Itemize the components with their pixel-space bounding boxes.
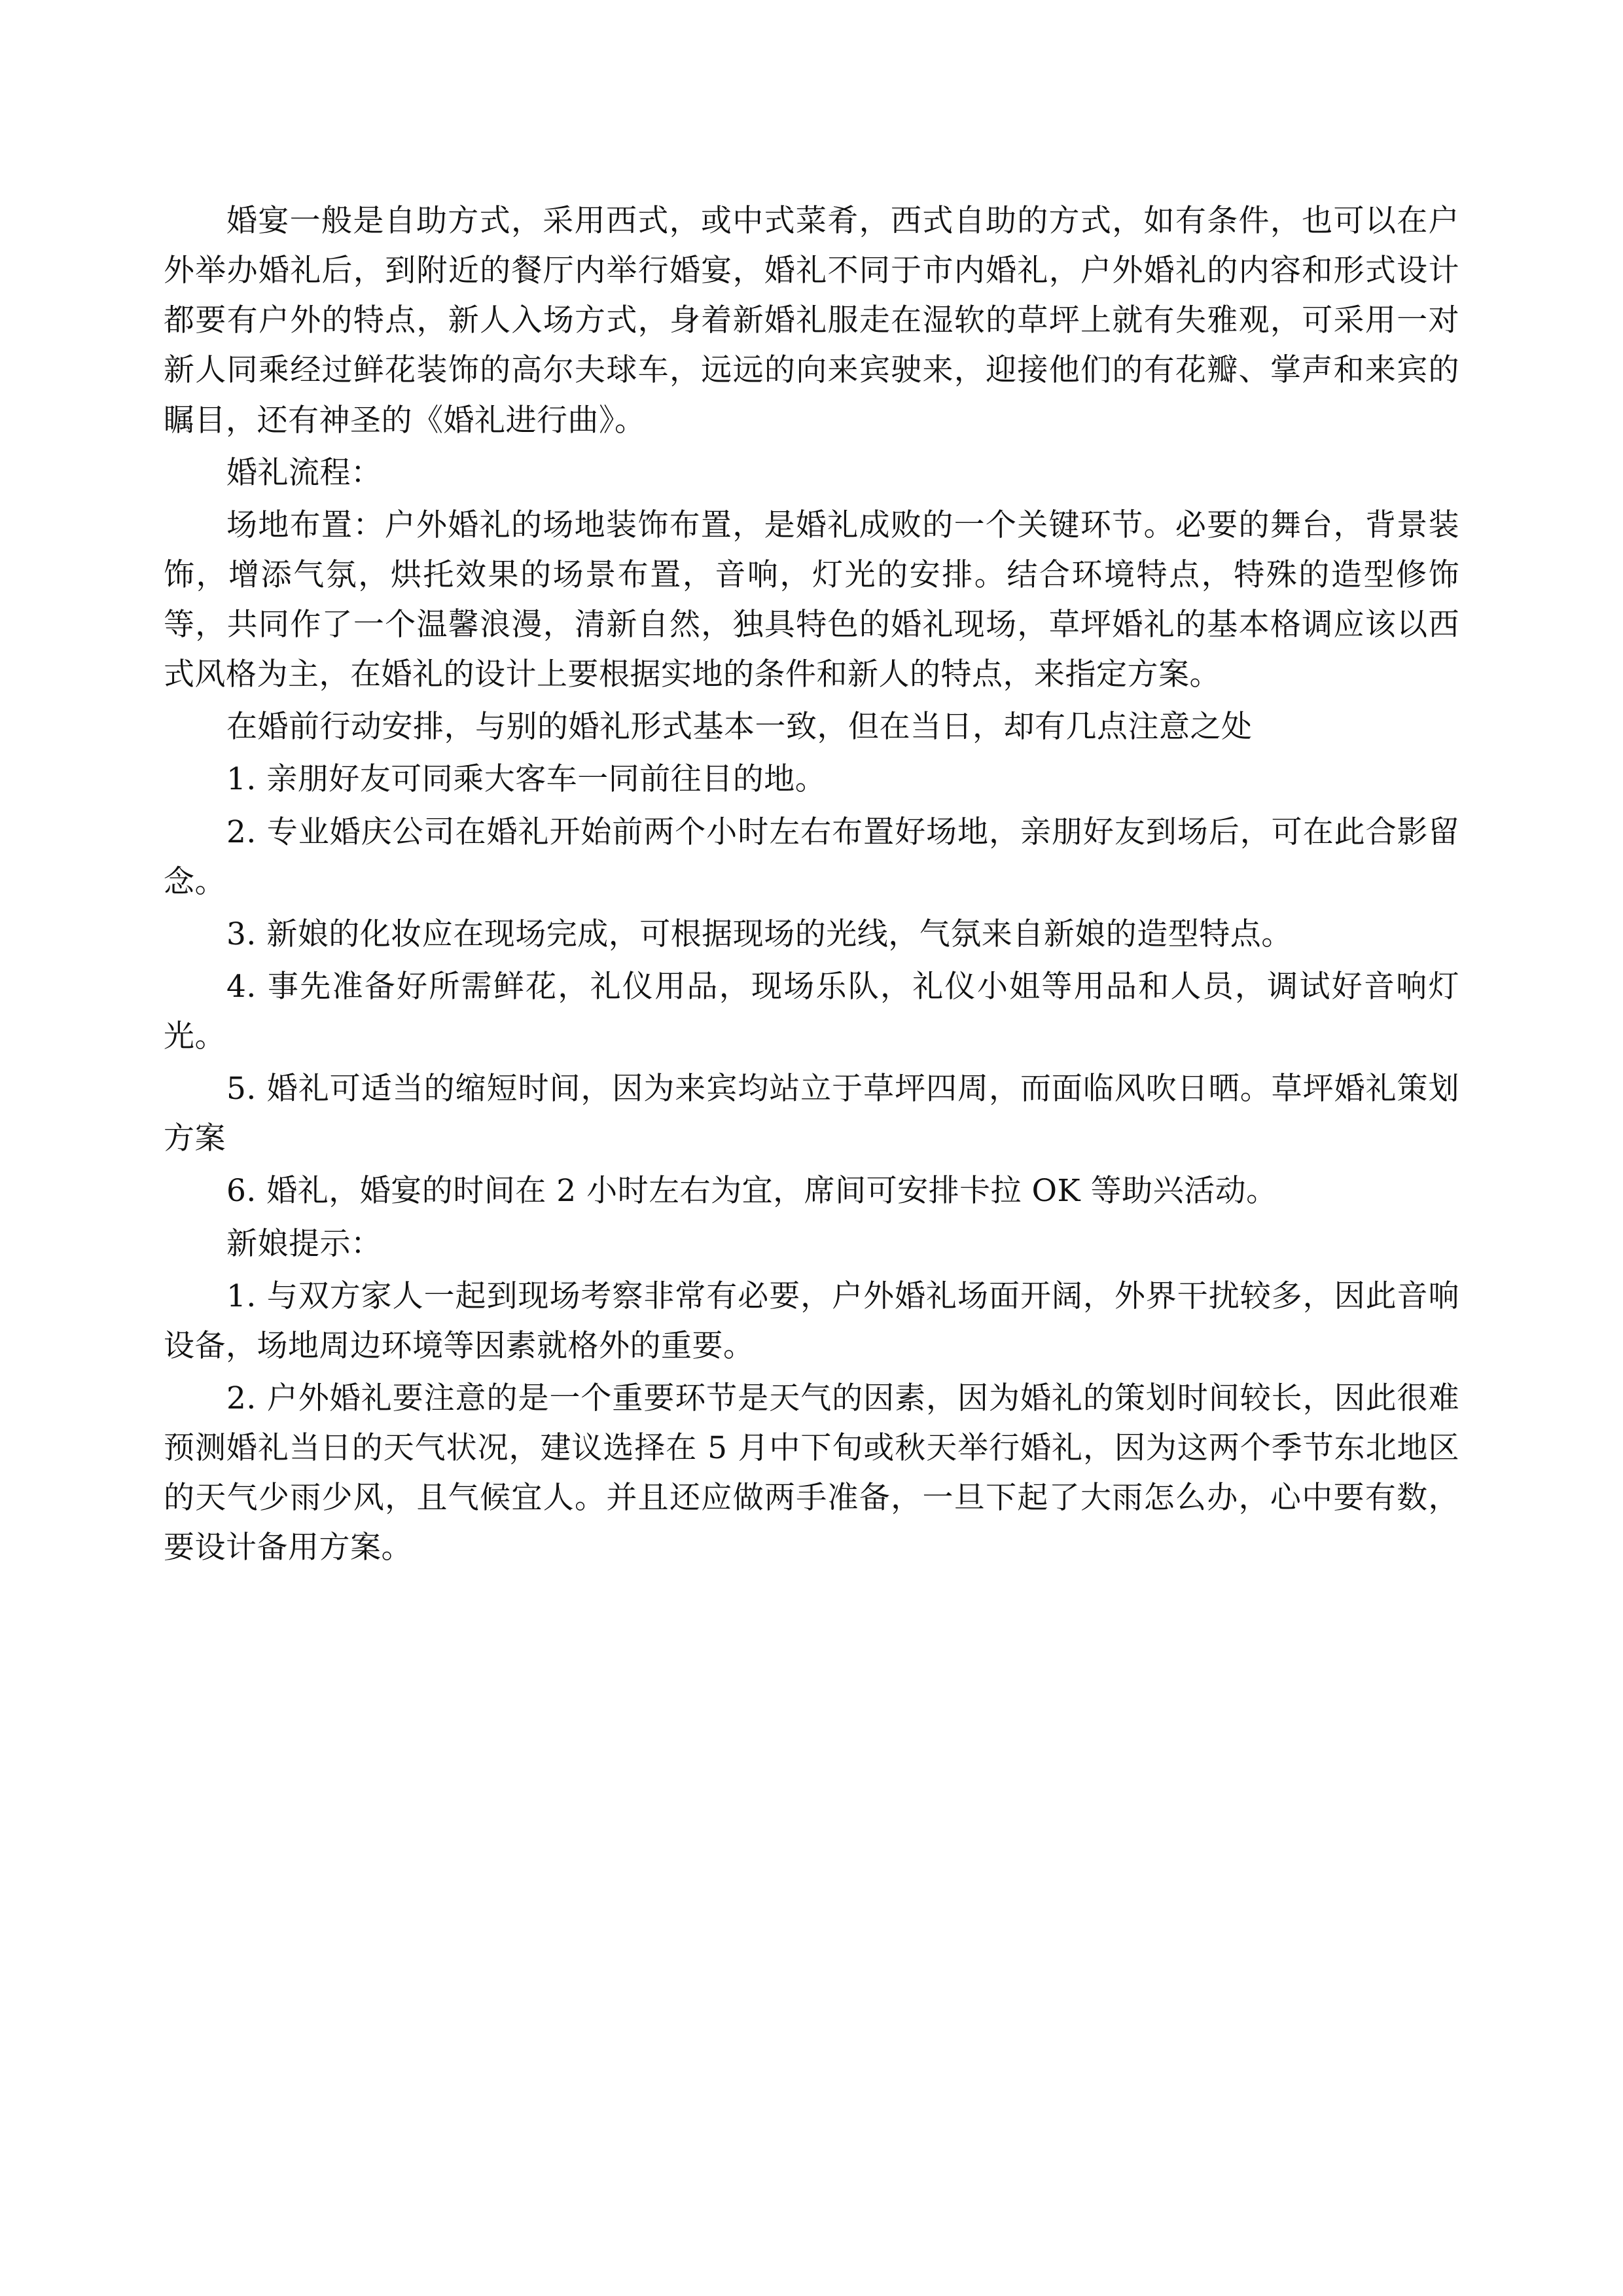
paragraph-tip-2: 2. 户外婚礼要注意的是一个重要环节是天气的因素，因为婚礼的策划时间较长，因此很难预测婚礼当日的天气状况，建议选择在 5 月中下旬或秋天举行婚礼，因为这两个季节东北地区的天气少雨少风，且气候宜人。并且还应做两手准备，一旦下起了大雨怎么办，心中要有数，要设计备用方案。	[164, 1380, 1459, 1566]
paragraph-item-4: 4. 事先准备好所需鲜花，礼仪用品，现场乐队，礼仪小姐等用品和人员，调试好音响灯光。	[164, 968, 1459, 1054]
paragraph-venue-layout: 场地布置：户外婚礼的场地装饰布置，是婚礼成败的一个关键环节。必要的舞台，背景装饰，增添气氛，烘托效果的场景布置，音响，灯光的安排。结合环境特点，特殊的造型修饰等，共同作了一个温馨浪漫，清新自然，独具特色的婚礼现场，草坪婚礼的基本格调应该以西式风格为主，在婚礼的设计上要根据实地的条件和新人的特点，来指定方案。	[164, 507, 1459, 693]
paragraph-item-3: 3. 新娘的化妆应在现场完成，可根据现场的光线，气氛来自新娘的造型特点。	[226, 916, 1293, 952]
paragraph-heading-bride-tips: 新娘提示：	[226, 1225, 382, 1262]
document-body	[164, 196, 1459, 1573]
paragraph-item-5: 5. 婚礼可适当的缩短时间，因为来宾均站立于草坪四周，而面临风吹日晒。草坪婚礼策划方案	[164, 1071, 1459, 1157]
paragraph-tip-1: 1. 与双方家人一起到现场考察非常有必要，户外婚礼场面开阔，外界干扰较多，因此音响设备，场地周边环境等因素就格外的重要。	[164, 1278, 1459, 1364]
paragraph-intro-banquet: 婚宴一般是自助方式，采用西式，或中式菜肴，西式自助的方式，如有条件，也可以在户外举办婚礼后，到附近的餐厅内举行婚宴，婚礼不同于市内婚礼，户外婚礼的内容和形式设计都要有户外的特点，新人入场方式，身着新婚礼服走在湿软的草坪上就有失雅观，可采用一对新人同乘经过鲜花装饰的高尔夫球车，远远的向来宾驶来，迎接他们的有花瓣、掌声和来宾的瞩目，还有神圣的《婚礼进行曲》。	[164, 203, 1459, 439]
paragraph-item-6: 6. 婚礼，婚宴的时间在 2 小时左右为宜，席间可安排卡拉 OK 等助兴活动。	[226, 1173, 1277, 1210]
paragraph-item-1: 1. 亲朋好友可同乘大客车一同前往目的地。	[226, 761, 827, 798]
paragraph-prewedding-note: 在婚前行动安排，与别的婚礼形式基本一致，但在当日，却有几点注意之处	[226, 709, 1253, 745]
paragraph-heading-process: 婚礼流程：	[226, 454, 382, 491]
paragraph-item-2: 2. 专业婚庆公司在婚礼开始前两个小时左右布置好场地，亲朋好友到场后，可在此合影留念。	[164, 814, 1459, 900]
